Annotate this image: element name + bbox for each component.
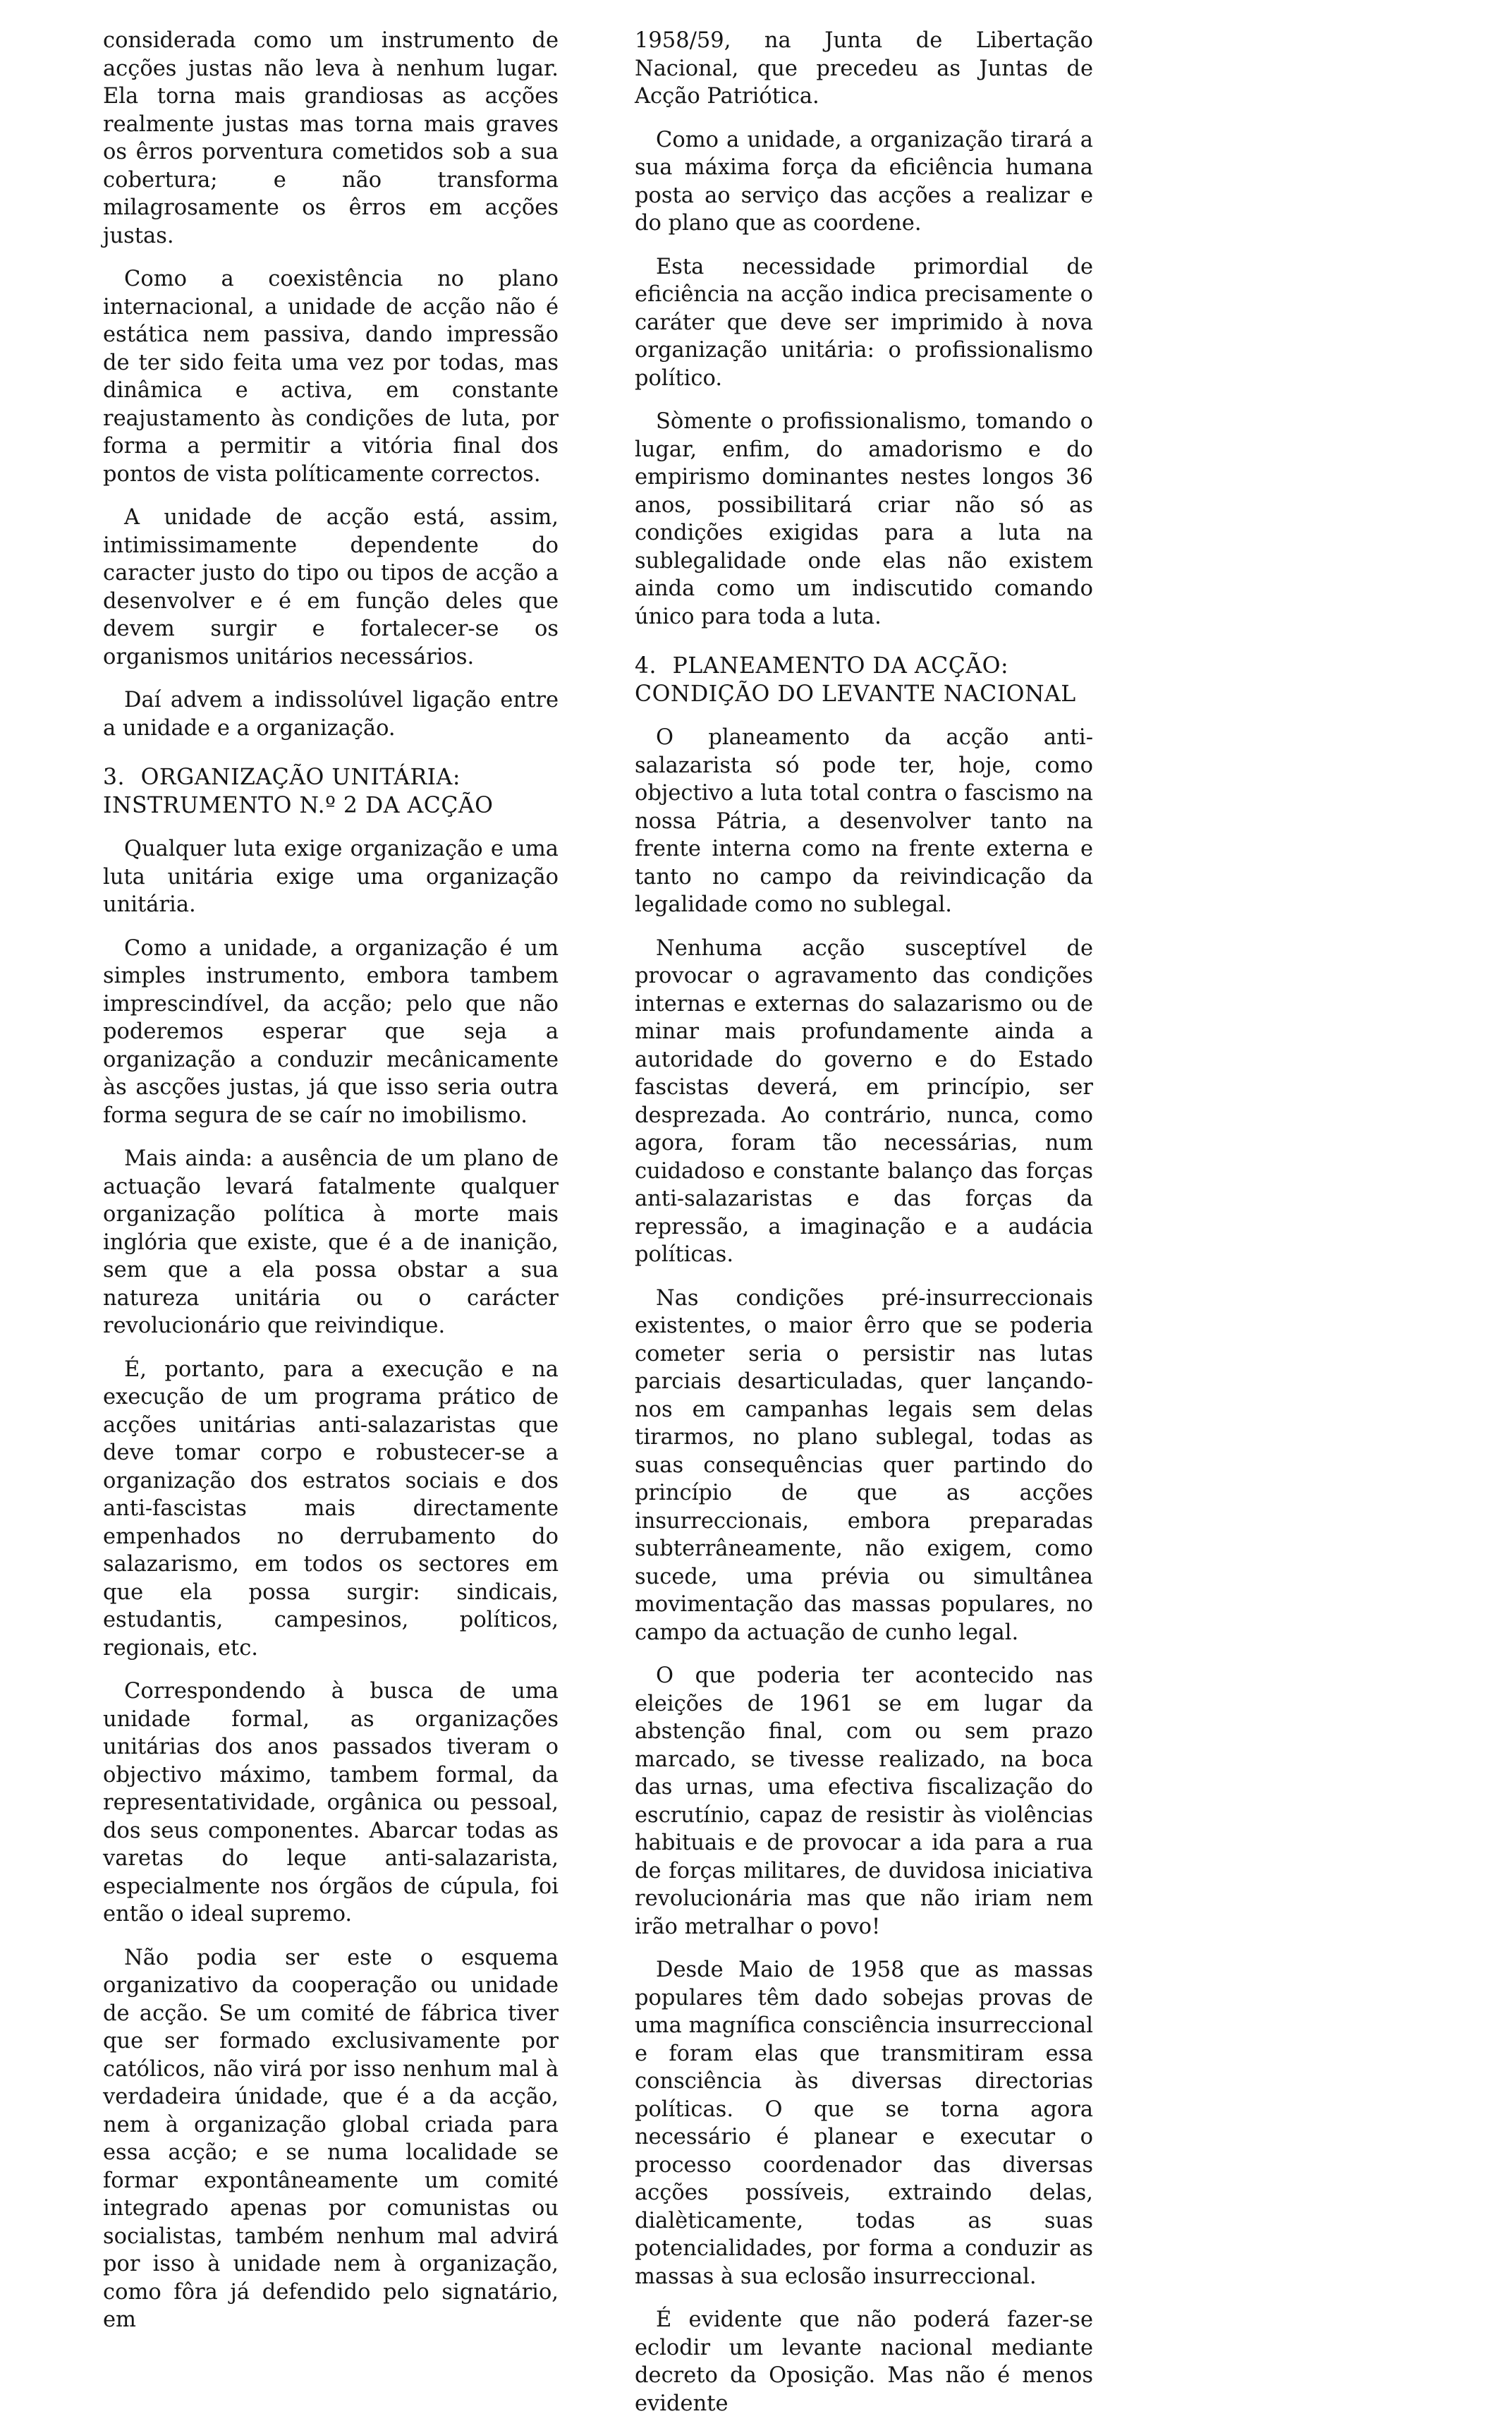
section-title-line-2: CONDIÇÃO DO LEVANTE NACIONAL	[635, 681, 1076, 707]
paragraph: Esta necessidade primordial de eficiência na acção indica precisamente o caráter que deve ser imprimido à nova organização unitária: o profissionalismo político.	[635, 254, 1093, 391]
paragraph: É evidente que não poderá fazer-se eclodir um levante nacional mediante decreto da Oposição. Mas não é menos evidente	[635, 2307, 1093, 2416]
section-title-line-2: INSTRUMENTO N.º 2 DA ACÇÃO	[103, 793, 494, 818]
section-number: 4.	[635, 653, 657, 679]
paragraph: O que poderia ter acontecido nas eleições de 1961 se em lugar da abstenção final, com ou sem prazo marcado, se tivesse realizado, na boca das urnas, uma efectiva fiscalização do escrutínio, capaz de resistir às violências habituais e de provocar a ida para a rua de forças militares, de duvidosa iniciativa revolucionária mas que não iriam nem irão metralhar o povo!	[635, 1663, 1093, 1939]
paragraph: A unidade de acção está, assim, intimissimamente dependente do caracter justo do tipo ou tipos de acção a desenvolver e é em função deles que devem surgir e fortalecer-se os organismos unitários necessários.	[103, 505, 559, 669]
section-number: 3.	[103, 765, 126, 790]
paragraph: 1958/59, na Junta de Libertação Nacional, que precedeu as Juntas de Acção Patriótica.	[635, 28, 1093, 109]
section-heading-line	[103, 763, 559, 791]
section-title-line-1: ORGANIZAÇÃO UNITÁRIA:	[140, 765, 461, 790]
paragraph: Como a unidade, a organização tirará a sua máxima força da eficiência humana posta ao serviço das acções a realizar e do plano que as coordene.	[635, 127, 1093, 236]
section-heading-3	[103, 763, 559, 820]
paragraph: Mais ainda: a ausência de um plano de actuação levará fatalmente qualquer organização política à morte mais inglória que existe, que é a de inanição, sem que a ela possa obstar a sua natureza unitária ou o carácter revolucionário que reivindique.	[103, 1146, 559, 1338]
paragraph: Sòmente o profissionalismo, tomando o lugar, enfim, do amadorismo e do empirismo dominantes nestes longos 36 anos, possibilitará criar não só as condições exigidas para a luta na sublegalidade onde elas não existem ainda como um indiscutido comando único para toda a luta.	[635, 409, 1093, 629]
paragraph: Como a unidade, a organização é um simples instrumento, embora tambem imprescindível, da acção; pelo que não poderemos esperar que seja a organização a conduzir mecânicamente às ascções justas, já que isso seria outra forma segura de se caír no imobilismo.	[103, 935, 559, 1128]
paragraph: Daí advem a indissolúvel ligação entre a unidade e a organização.	[103, 688, 559, 741]
paragraph: Como a coexistência no plano internacional, a unidade de acção não é estática nem passiva, dando impressão de ter sido feita uma vez por todas, mas dinâmica e activa, em constante reajustamento às condições de luta, por forma a permitir a vitória final dos pontos de vista políticamente correctos.	[103, 267, 559, 487]
paragraph: Qualquer luta exige organização e uma luta unitária exige uma organização unitária.	[103, 837, 559, 917]
paragraph: Não podia ser este o esquema organizativo da cooperação ou unidade de acção. Se um comité de fábrica tiver que ser formado exclusivamente por católicos, não virá por isso nenhum mal à verdadeira únidade, que é a da acção, nem à organização global criada para essa acção; e se numa localidade se formar expontâneamente um comité integrado apenas por comunistas ou socialistas, também nenhum mal advirá por isso à unidade nem à organização, como fôra já defendido pelo signatário, em	[103, 1945, 559, 2332]
paragraph: Correspondendo à busca de uma unidade formal, as organizações unitárias dos anos passados tiveram o objectivo máximo, tambem formal, da representatividade, orgânica ou pessoal, dos seus componentes. Abarcar todas as varetas do leque anti-salazarista, especialmente nos órgãos de cúpula, foi então o ideal supremo.	[103, 1679, 559, 1927]
section-heading-line	[635, 652, 1093, 680]
section-heading-4	[635, 652, 1093, 708]
paragraph: Nenhuma acção susceptível de provocar o agravamento das condições internas e externas do salazarismo ou de minar mais profundamente ainda a autoridade do governo e do Estado fascistas deverá, em princípio, ser desprezada. Ao contrário, nunca, como agora, foram tão necessárias, num cuidadoso e constante balanço das forças anti-salazaristas e das forças da repressão, a imaginação e a audácia políticas.	[635, 935, 1093, 1267]
paragraph: Desde Maio de 1958 que as massas populares têm dado sobejas provas de uma magnífica consciência insurreccional e foram elas que transmitiram essa consciência às diversas directorias políticas. O que se torna agora necessário é planear e executar o processo coordenador das diversas acções possíveis, extraindo delas, dialèticamente, todas as suas potencialidades, por forma a conduzir as massas à sua eclosão insurreccional.	[635, 1958, 1093, 2289]
paragraph: Nas condições pré-insurreccionais existentes, o maior êrro que se poderia cometer seria o persistir nas lutas parciais desarticuladas, quer lançando-nos em campanhas legais sem delas tirarmos, no plano sublegal, todas as suas consequências quer partindo do princípio de que as acções insurreccionais, embora preparadas subterrâneamente, não exigem, como sucede, uma prévia ou simultânea movimentação das massas populares, no campo da actuação de cunho legal.	[635, 1285, 1093, 1645]
section-title-line-1: PLANEAMENTO DA ACÇÃO:	[672, 653, 1009, 679]
paragraph: considerada como um instrumento de acções justas não leva à nenhum lugar. Ela torna mais grandiosas as acções realmente justas mas torna mais graves os êrros porventura cometidos sob a sua cobertura; e não transforma milagrosamente os êrros em acções justas.	[103, 28, 559, 248]
paragraph: É, portanto, para a execução e na execução de um programa prático de acções unitárias anti-salazaristas que deve tomar corpo e robustecer-se a organização dos estratos sociais e dos anti-fascistas mais directamente empenhados no derrubamento do salazarismo, em todos os sectores em que ela possa surgir: sindicais, estudantis, campesinos, políticos, regionais, etc.	[103, 1357, 559, 1661]
right-column	[635, 27, 1093, 2433]
left-column	[103, 27, 559, 2350]
paragraph: O planeamento da acção anti-salazarista só pode ter, hoje, como objectivo a luta total contra o fascismo na nossa Pátria, a desenvolver tanto na frente interna como na frente externa e tanto no campo da reivindicação da legalidade como no sublegal.	[635, 725, 1093, 917]
